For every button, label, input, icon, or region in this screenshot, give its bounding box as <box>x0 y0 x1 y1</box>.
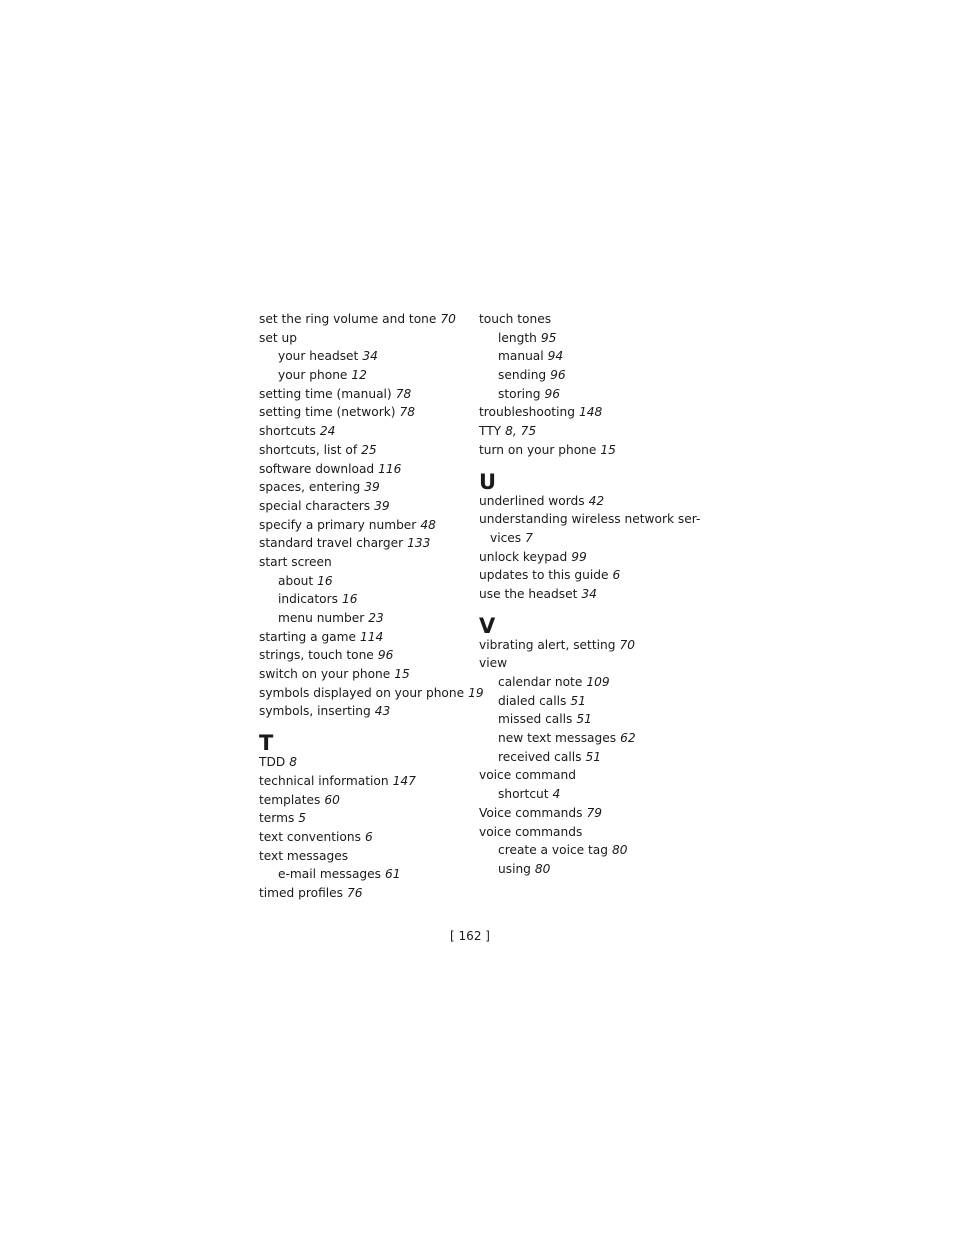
index-page-ref: 16 <box>317 573 333 588</box>
index-page-ref: 96 <box>377 648 394 663</box>
index-term: spaces, entering <box>259 480 361 495</box>
index-entry <box>479 566 709 585</box>
index-entry <box>259 809 474 828</box>
index-term: text messages <box>259 848 349 863</box>
index-page-ref: 4 <box>552 787 561 802</box>
index-term: voice command <box>479 768 576 783</box>
index-term: vibrating alert, setting <box>479 637 616 652</box>
index-term: turn on your phone <box>479 442 597 457</box>
index-entry <box>259 828 474 847</box>
index-page-ref: 5 <box>298 811 307 826</box>
index-entry <box>259 665 474 684</box>
index-page-ref: 7 <box>525 530 533 545</box>
index-term: your headset <box>278 349 359 364</box>
index-entry <box>479 823 709 842</box>
index-term: timed profiles <box>259 885 343 900</box>
index-term: start screen <box>259 554 332 569</box>
index-term: use the headset <box>479 586 578 601</box>
index-term: unlock keypad <box>479 549 568 564</box>
index-subentry <box>259 590 474 609</box>
index-term: sending <box>498 368 547 383</box>
index-entry <box>479 529 709 548</box>
index-page-ref: 15 <box>600 442 616 457</box>
index-term: storing <box>498 386 541 401</box>
index-page-ref: 51 <box>585 749 601 764</box>
index-term: terms <box>259 811 295 826</box>
index-term: e-mail messages <box>278 867 382 882</box>
index-subentry <box>479 673 709 692</box>
index-entry <box>259 847 474 866</box>
section-letter <box>259 731 474 756</box>
section-letter <box>479 613 709 638</box>
index-subentry <box>479 385 709 404</box>
index-entry <box>259 684 484 703</box>
index-entry <box>479 636 709 655</box>
index-subentry <box>479 329 709 348</box>
index-term: set the ring volume and tone <box>259 312 437 326</box>
index-column-left <box>259 310 484 903</box>
index-page-ref: 61 <box>385 867 401 882</box>
page-number: [ 162 ] <box>450 929 490 943</box>
index-term: underlined words <box>479 493 585 508</box>
index-page-ref: 51 <box>576 712 592 727</box>
index-page-ref: 79 <box>586 805 603 820</box>
index-entry <box>259 516 474 535</box>
index-entry <box>259 628 474 647</box>
index-term: symbols, inserting <box>259 704 371 719</box>
index-term: about <box>278 573 314 588</box>
index-term: setting time (manual) <box>259 386 392 401</box>
index-term: specify a primary number <box>259 517 417 532</box>
index-term: TDD <box>259 755 286 770</box>
index-page-ref: 42 <box>588 493 605 508</box>
index-page-ref: 15 <box>394 667 410 682</box>
index-term: dialed calls <box>498 693 567 708</box>
index-entry <box>259 497 474 516</box>
index-subentry <box>479 841 709 860</box>
index-entry <box>259 441 474 460</box>
index-page-ref: 147 <box>392 773 416 788</box>
index-entry <box>259 403 474 422</box>
index-page-ref: 116 <box>378 461 402 476</box>
index-term: troubleshooting <box>479 405 575 420</box>
index-subentry <box>479 729 709 748</box>
section-letter <box>479 469 709 494</box>
index-entry <box>479 804 709 823</box>
index-term: starting a game <box>259 629 357 644</box>
index-subentry <box>479 860 709 879</box>
index-term: touch tones <box>479 312 552 326</box>
index-page-ref: 25 <box>361 442 377 457</box>
index-term: Voice commands <box>479 805 583 820</box>
index-entry <box>479 548 709 567</box>
index-term: setting time (network) <box>259 405 396 420</box>
index-entry <box>259 460 474 479</box>
index-term: text conventions <box>259 829 361 844</box>
index-page-ref: 34 <box>581 586 597 601</box>
index-page-ref: 6 <box>612 568 621 583</box>
index-page-ref: 19 <box>468 685 484 700</box>
index-column-right <box>479 310 709 879</box>
index-term: templates <box>259 792 321 807</box>
index-term: software download <box>259 461 375 476</box>
index-entry <box>259 791 474 810</box>
index-entry <box>259 646 474 665</box>
index-page-ref: 94 <box>547 349 564 364</box>
index-entry <box>479 310 709 329</box>
section-letter-text: T <box>259 731 274 756</box>
index-term: set up <box>259 330 297 345</box>
index-page-ref: 99 <box>571 549 587 564</box>
index-term: strings, touch tone <box>259 648 374 663</box>
index-entry <box>479 441 709 460</box>
index-entry <box>259 553 474 572</box>
index-entry <box>259 478 474 497</box>
index-page-ref: 24 <box>319 424 336 439</box>
index-entry <box>259 422 474 441</box>
index-page-ref: 16 <box>342 592 358 607</box>
index-page-ref: 109 <box>586 675 610 689</box>
index-page-ref: 60 <box>324 792 340 807</box>
index-subentry <box>259 347 474 366</box>
index-page-ref: 48 <box>420 517 436 532</box>
index-entry <box>259 753 474 772</box>
index-page-ref: 78 <box>395 386 412 401</box>
index-entry <box>479 510 709 529</box>
index-term: shortcuts <box>259 424 316 439</box>
index-term: updates to this guide <box>479 568 609 583</box>
index-term: missed calls <box>498 712 573 727</box>
index-page-ref: 43 <box>374 704 391 719</box>
index-page-ref: 39 <box>374 498 390 513</box>
index-page-ref: 39 <box>364 480 380 495</box>
index-entry <box>479 403 709 422</box>
index-term: symbols displayed on your phone <box>259 685 465 700</box>
index-term: your phone <box>278 368 348 383</box>
index-entry <box>259 310 474 329</box>
index-term: understanding wireless network ser- <box>479 512 701 527</box>
index-page-ref: 34 <box>362 349 378 364</box>
index-subentry <box>259 572 474 591</box>
index-page-ref: 62 <box>620 731 636 746</box>
index-page-ref: 51 <box>570 693 586 708</box>
index-term: length <box>498 330 537 345</box>
index-entry <box>479 654 709 673</box>
index-term: switch on your phone <box>259 667 391 682</box>
index-page-ref: 80 <box>534 861 551 876</box>
index-page-ref: 70 <box>440 312 456 326</box>
index-page-ref: 96 <box>550 368 566 383</box>
index-term: using <box>498 861 531 876</box>
index-page-ref: 95 <box>540 330 557 345</box>
index-subentry <box>479 692 709 711</box>
index-subentry <box>479 710 709 729</box>
index-term: indicators <box>278 592 338 607</box>
index-page-ref: 70 <box>619 637 635 652</box>
index-subentry <box>479 347 709 366</box>
index-page-ref: 80 <box>612 843 628 858</box>
index-subentry <box>479 785 709 804</box>
index-term: create a voice tag <box>498 843 609 858</box>
index-term: menu number <box>278 611 365 625</box>
index-term: shortcuts, list of <box>259 442 358 457</box>
index-page-ref: 133 <box>407 536 431 551</box>
index-entry <box>479 766 709 785</box>
index-term: technical information <box>259 773 389 788</box>
index-subentry <box>259 366 474 385</box>
section-letter-text: V <box>479 613 496 638</box>
index-subentry <box>479 366 709 385</box>
index-subentry <box>479 748 709 767</box>
index-entry <box>259 772 474 791</box>
index-term: standard travel charger <box>259 536 404 551</box>
index-page-ref: 8 <box>289 755 297 770</box>
index-page-ref: 12 <box>351 368 367 383</box>
index-term: TTY <box>479 424 502 439</box>
index-page-ref: 23 <box>368 611 384 625</box>
index-term: calendar note <box>498 675 583 689</box>
index-entry <box>259 702 474 721</box>
index-term: voice commands <box>479 824 583 839</box>
index-entry <box>259 329 474 348</box>
index-subentry <box>259 609 474 628</box>
index-term: view <box>479 656 508 671</box>
index-page-ref: 76 <box>347 885 363 900</box>
index-entry <box>479 585 709 604</box>
index-term: vices <box>490 530 522 545</box>
index-term: shortcut <box>498 787 549 802</box>
index-page-ref: 78 <box>399 405 416 420</box>
index-term: received calls <box>498 749 582 764</box>
index-term: special characters <box>259 498 371 513</box>
index-term: manual <box>498 349 544 364</box>
index-page-ref: 8, 75 <box>505 424 537 439</box>
index-entry <box>479 422 709 441</box>
index-entry <box>259 884 474 903</box>
index-entry <box>259 385 474 404</box>
index-page-ref: 96 <box>544 386 560 401</box>
index-entry <box>259 534 474 553</box>
index-page-ref: 148 <box>578 405 603 420</box>
index-entry <box>479 492 709 511</box>
index-subentry <box>259 865 474 884</box>
index-page-ref: 114 <box>360 629 384 644</box>
section-letter-text: U <box>479 469 497 494</box>
index-page-ref: 6 <box>364 829 373 844</box>
index-term: new text messages <box>498 731 617 746</box>
